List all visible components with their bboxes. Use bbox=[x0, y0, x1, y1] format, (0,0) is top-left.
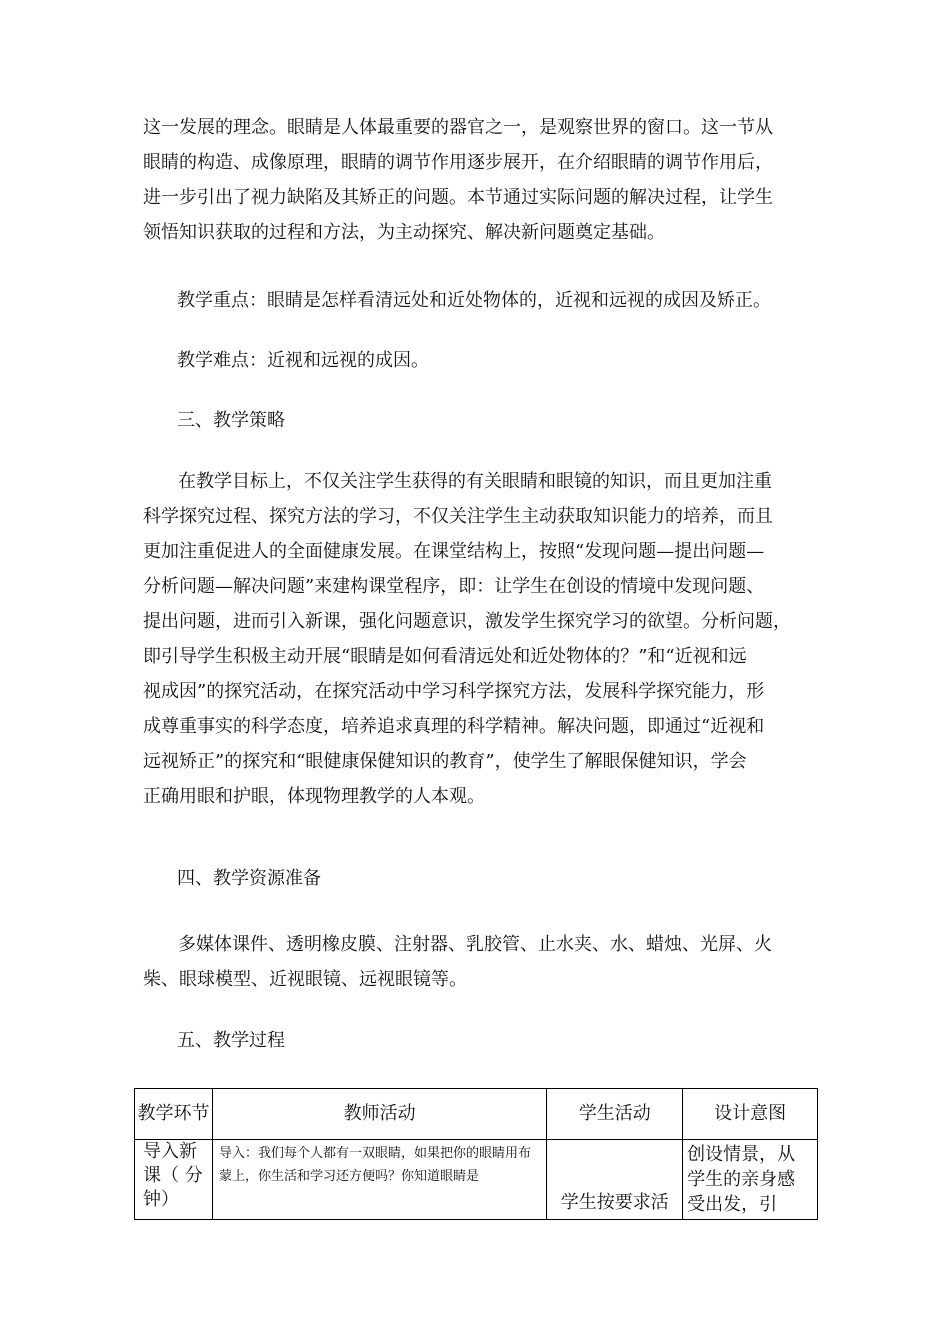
stage-cell: 导入新课（ 分钟） bbox=[135, 1140, 213, 1220]
section-heading: 三、教学策略 bbox=[177, 410, 285, 431]
text-line: 成尊重事实的科学态度，培养追求真理的科学精神。解决问题，即通过“近视和 bbox=[143, 716, 765, 737]
table-row bbox=[135, 1140, 818, 1220]
text-line: 更加注重促进人的全面健康发展。在课堂结构上，按照“发现问题—提出问题— bbox=[143, 541, 765, 562]
column-header: 教师活动 bbox=[212, 1089, 546, 1140]
column-header: 学生活动 bbox=[547, 1089, 683, 1140]
intro-paragraph bbox=[143, 113, 808, 247]
section-heading: 五、教学过程 bbox=[177, 1030, 285, 1051]
text-line: 进一步引出了视力缺陷及其矫正的问题。本节通过实际问题的解决过程，让学生 bbox=[143, 187, 773, 208]
text-line: 提出问题，进而引入新课，强化问题意识，激发学生探究学习的欲望。分析问题， bbox=[143, 611, 791, 632]
text-line: 科学探究过程、探究方法的学习，不仅关注学生主动获取知识能力的培养，而且 bbox=[143, 506, 773, 527]
column-header: 教学环节 bbox=[135, 1089, 213, 1140]
text-line: 多媒体课件、透明橡皮膜、注射器、乳胶管、止水夹、水、蜡烛、光屏、火 bbox=[178, 934, 772, 955]
text-line: 正确用眼和护眼，体现物理教学的人本观。 bbox=[143, 786, 485, 807]
difficulty-text: 教学难点：近视和远视的成因。 bbox=[177, 350, 429, 371]
text-line: 即引导学生积极主动开展“眼睛是如何看清远处和近处物体的？”和“近视和远 bbox=[143, 646, 747, 667]
text-line: 分析问题—解决问题”来建构课堂程序，即：让学生在创设的情境中发现问题、 bbox=[143, 576, 765, 597]
text-line: 远视矫正”的探究和“眼健康保健知识的教育”，使学生了解眼保健知识，学会 bbox=[143, 751, 747, 772]
resources-paragraph bbox=[143, 930, 808, 994]
section-heading: 四、教学资源准备 bbox=[177, 868, 321, 889]
teaching-process-table bbox=[134, 1088, 818, 1220]
text-line: 领悟知识获取的过程和方法，为主动探究、解决新问题奠定基础。 bbox=[143, 222, 665, 243]
design-intent-cell: 创设情景，从学生的亲身感受出发，引 bbox=[683, 1140, 818, 1220]
table-header-row bbox=[135, 1089, 818, 1140]
key-point-text: 教学重点：眼睛是怎样看清远处和近处物体的，近视和远视的成因及矫正。 bbox=[177, 290, 771, 311]
column-header: 设计意图 bbox=[683, 1089, 818, 1140]
text-line: 眼睛的构造、成像原理，眼睛的调节作用逐步展开，在介绍眼睛的调节作用后， bbox=[143, 152, 773, 173]
text-line: 视成因”的探究活动，在探究活动中学习科学探究方法，发展科学探究能力，形 bbox=[143, 681, 765, 702]
student-activity-cell: 学生按要求活 bbox=[547, 1140, 683, 1220]
text-line: 这一发展的理念。眼睛是人体最重要的器官之一，是观察世界的窗口。这一节从 bbox=[143, 117, 773, 138]
text-line: 柴、眼球模型、近视眼镜、远视眼镜等。 bbox=[143, 969, 467, 990]
text-line: 在教学目标上，不仅关注学生获得的有关眼睛和眼镜的知识，而且更加注重 bbox=[178, 471, 772, 492]
strategy-paragraph bbox=[143, 467, 808, 811]
teacher-activity-cell: 导入：我们每个人都有一双眼睛，如果把你的眼睛用布蒙上，你生活和学习还方便吗？你知道眼睛是 bbox=[212, 1140, 546, 1220]
